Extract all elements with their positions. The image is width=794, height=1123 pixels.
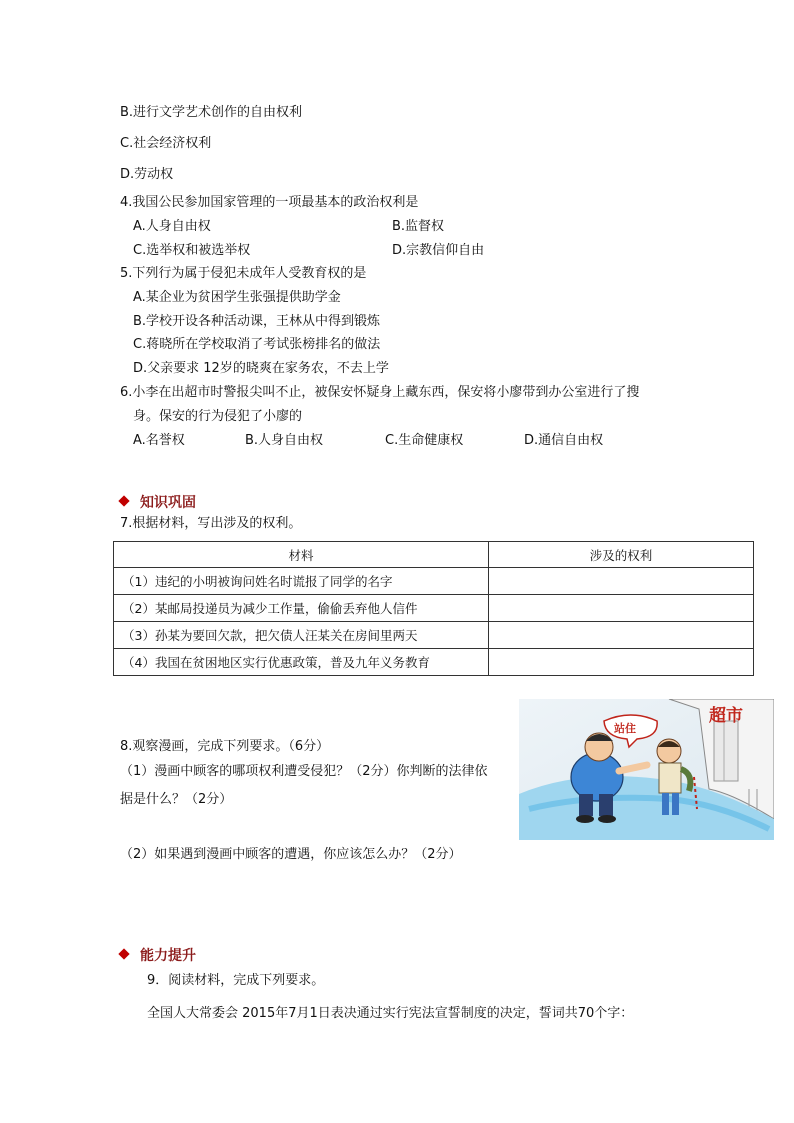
q4-option-a: A.人身自由权 bbox=[133, 219, 211, 234]
q6-stem-line1: 6.小李在出超市时警报尖叫不止，被保安怀疑身上藏东西，保安将小廖带到办公室进行了搜 bbox=[120, 385, 640, 400]
q4-option-d: D.宗教信仰自由 bbox=[392, 243, 485, 258]
q7-stem: 7.根据材料，写出涉及的权利。 bbox=[120, 516, 302, 531]
q3-option-d: D.劳动权 bbox=[120, 167, 174, 182]
diamond-bullet-icon bbox=[118, 948, 129, 959]
q5-option-d: D.父亲要求 12岁的晓爽在家务农，不去上学 bbox=[133, 361, 389, 376]
q4-option-b: B.监督权 bbox=[392, 219, 445, 234]
q3-option-c: C.社会经济权利 bbox=[120, 136, 212, 151]
table-cell-material: （1）违纪的小明被询问姓名时谎报了同学的名字 bbox=[114, 568, 489, 595]
q7-table bbox=[113, 541, 754, 676]
table-row bbox=[114, 595, 754, 622]
section-heading-improvement bbox=[120, 946, 196, 966]
answer-cell[interactable] bbox=[489, 568, 754, 595]
q9-text: 全国人大常委会 2015年7月1日表决通过实行宪法宣誓制度的决定，誓词共70个字： bbox=[147, 1006, 634, 1021]
q4-stem: 4.我国公民参加国家管理的一项最基本的政治权利是 bbox=[120, 195, 419, 210]
table-row bbox=[114, 568, 754, 595]
table-cell-material: （2）某邮局投递员为减少工作量，偷偷丢弃他人信件 bbox=[114, 595, 489, 622]
diamond-bullet-icon bbox=[118, 495, 129, 506]
q6-option-c: C.生命健康权 bbox=[385, 433, 464, 448]
table-header-material: 材料 bbox=[114, 542, 489, 568]
table-row bbox=[114, 649, 754, 676]
q5-option-b: B.学校开设各种活动课，王林从中得到锻炼 bbox=[133, 314, 381, 329]
answer-cell[interactable] bbox=[489, 622, 754, 649]
section-heading-consolidation bbox=[120, 493, 196, 513]
speech-bubble-text: 站住 bbox=[614, 722, 636, 735]
section-title: 能力提升 bbox=[140, 948, 196, 964]
q3-option-b: B.进行文学艺术创作的自由权利 bbox=[120, 105, 303, 120]
store-sign: 超市 bbox=[709, 706, 743, 726]
q8-stem: 8.观察漫画，完成下列要求。（6分） bbox=[120, 739, 330, 754]
section-title: 知识巩固 bbox=[140, 495, 196, 511]
q5-stem: 5.下列行为属于侵犯未成年人受教育权的是 bbox=[120, 266, 367, 281]
q8-sub2: （2）如果遇到漫画中顾客的遭遇，你应该怎么办？（2分） bbox=[120, 847, 462, 862]
q6-stem-line2: 身。保安的行为侵犯了小廖的 bbox=[133, 409, 303, 424]
q8-sub1-line2: 据是什么？（2分） bbox=[120, 792, 233, 807]
q8-sub1-line1: （1）漫画中顾客的哪项权利遭受侵犯？（2分）你判断的法律依 bbox=[120, 764, 488, 779]
table-cell-material: （3）孙某为要回欠款，把欠债人汪某关在房间里两天 bbox=[114, 622, 489, 649]
q6-option-a: A.名誉权 bbox=[133, 433, 185, 448]
table-header-row bbox=[114, 542, 754, 568]
q4-option-c: C.选举权和被选举权 bbox=[133, 243, 251, 258]
q6-option-b: B.人身自由权 bbox=[245, 433, 324, 448]
cartoon-illustration bbox=[519, 699, 774, 840]
table-cell-material: （4）我国在贫困地区实行优惠政策，普及九年义务教育 bbox=[114, 649, 489, 676]
answer-cell[interactable] bbox=[489, 595, 754, 622]
q9-stem: 9．阅读材料，完成下列要求。 bbox=[147, 973, 325, 988]
q6-option-d: D.通信自由权 bbox=[524, 433, 604, 448]
q5-option-c: C.蒋晓所在学校取消了考试张榜排名的做法 bbox=[133, 337, 381, 352]
table-header-rights: 涉及的权利 bbox=[489, 542, 754, 568]
table-row bbox=[114, 622, 754, 649]
q5-option-a: A.某企业为贫困学生张强提供助学金 bbox=[133, 290, 341, 305]
answer-cell[interactable] bbox=[489, 649, 754, 676]
